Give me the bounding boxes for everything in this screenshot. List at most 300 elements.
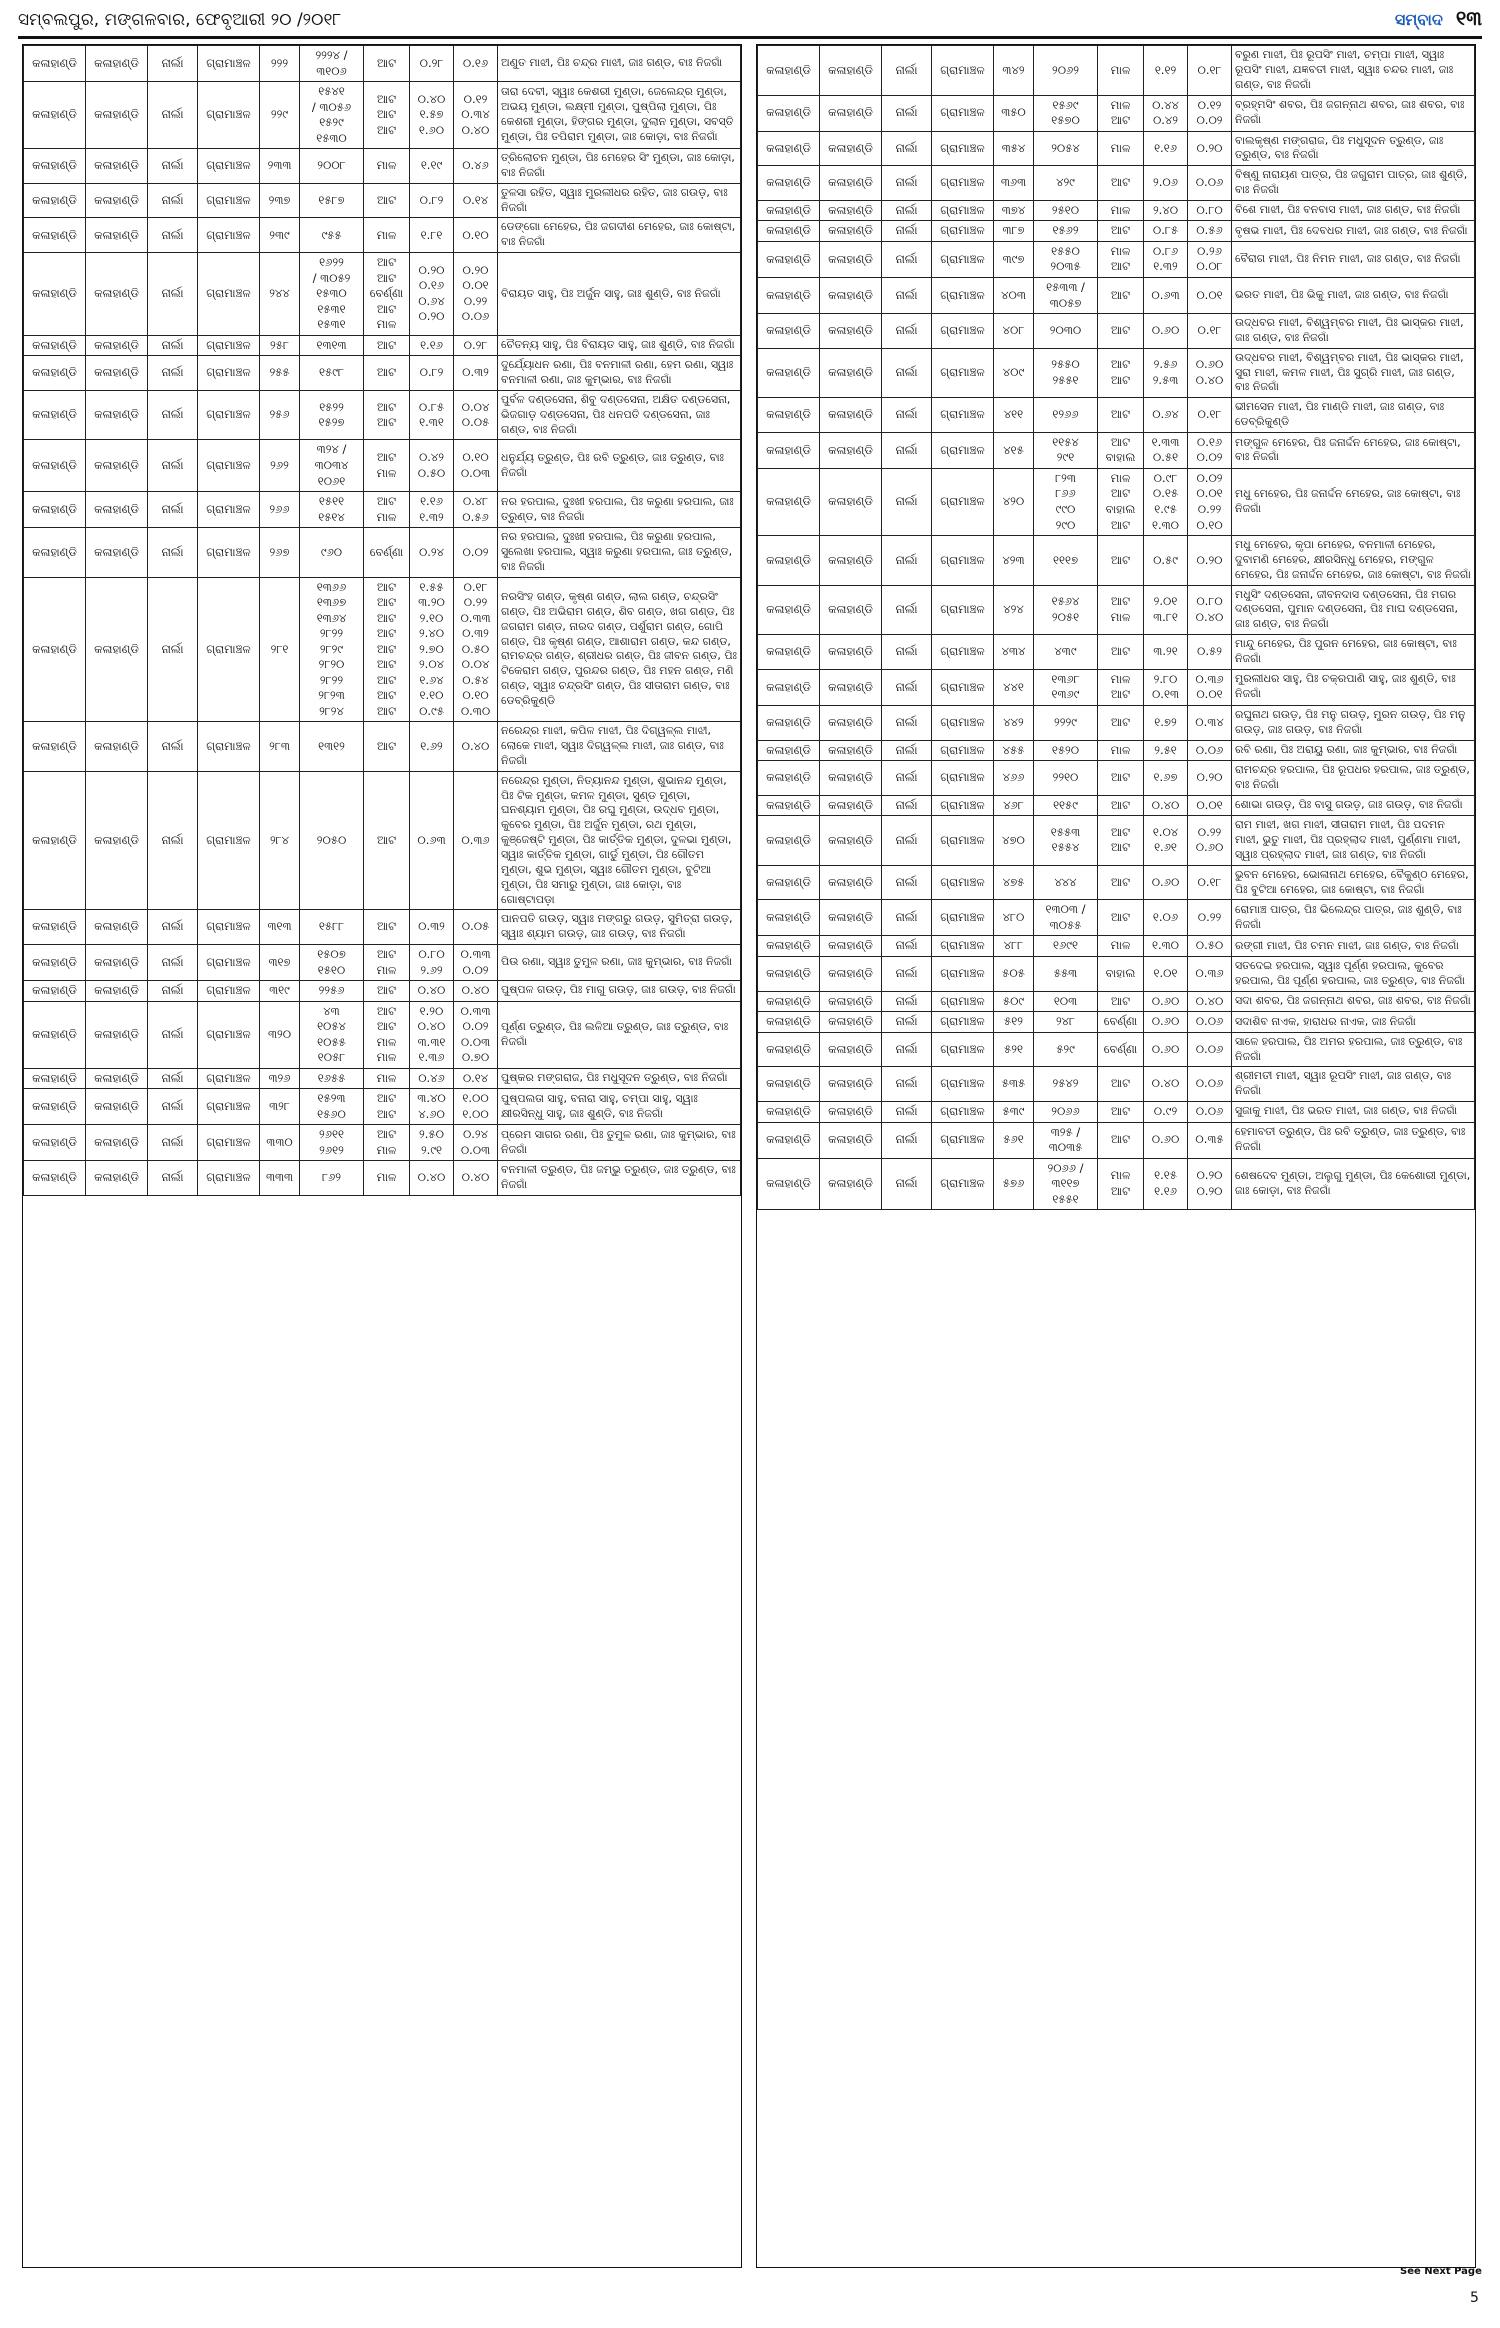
cell-khata: ୩୧୯ <box>260 981 300 1002</box>
cell-kisam: ମାଳ <box>1098 200 1144 221</box>
cell-mouza: ଗ୍ରାମାଞ୍ଚଳ <box>932 95 994 131</box>
cell-block: କଳାହାଣ୍ଡି <box>86 253 148 336</box>
cell-area1: ୧.୧୬ ୧.୩୨ <box>410 492 454 528</box>
table-row <box>758 95 1475 131</box>
cell-owner: ମଧୁସିଂ ଦଣ୍ଡସେନା, ଜୀବନଦାସ ଦଣ୍ଡସେନା, ପିଃ ମଗର ଦଣ୍ଡସେନା, ପୁମାନ ଦଣ୍ଡସେନା, ପିଃ ମାଘ ଦଣ୍ଡସେନା, ଜାଃ ଗଣ୍ଡ, ବାଃ ନିଜଗାଁ <box>1232 585 1475 635</box>
cell-block: କଳାହାଣ୍ଡି <box>820 669 882 705</box>
cell-kisam: ଆଟ <box>364 981 410 1002</box>
cell-district: କଳାହାଣ୍ଡି <box>24 1125 86 1161</box>
cell-tahasil: ନାର୍ଲା <box>882 1067 932 1102</box>
cell-block: କଳାହାଣ୍ଡି <box>86 46 148 82</box>
cell-district: କଳାହାଣ୍ଡି <box>758 936 820 957</box>
cell-khata: ୨୮୧ <box>260 577 300 722</box>
cell-khata: ୨୮୪ <box>260 771 300 910</box>
cell-khata: ୪୬୮ <box>994 795 1034 816</box>
cell-area1: ୦.୬୦ <box>1144 1012 1188 1033</box>
cell-kisam: ଆଟ <box>364 183 410 218</box>
cell-mouza: ଗ୍ରାମାଞ୍ଚଳ <box>932 900 994 936</box>
cell-block: କଳାହାଣ୍ଡି <box>820 536 882 586</box>
cell-owner: ଦୁର୍ଯ୍ୟୋଧନ ରଣା, ପିଃ ବନମାଳୀ ରଣା, ହେମ ରଣା, ସ୍ୱାଃ ବନମାଳୀ ରଣା, ଜାଃ କୁମ୍ଭାର, ବାଃ ନିଜଗାଁ <box>498 356 741 391</box>
cell-owner: ସତଦେଇ ହରପାଲ, ସ୍ୱାଃ ପୂର୍ଣ୍ଣ ହରପାଲ, କୁବେର ହରପାଲ, ପିଃ ପୂର୍ଣ୍ଣ ହରପାଲ, ଜାଃ ତ୍ରୁଣ୍ଡ, ବାଃ ନିଜଗାଁ <box>1232 956 1475 991</box>
cell-khata: ୫୭୬ <box>994 1158 1034 1210</box>
cell-area1: ୧.୫୫ ୩.୨୦ ୨.୧୦ ୨.୪୦ ୨.୭୦ ୨.୦୪ ୧.୬୪ ୧.୧୦ ୦.୯୫ <box>410 577 454 722</box>
cell-area1: ୨.୦୧ ୩.୮୧ <box>1144 585 1188 635</box>
cell-kisam: ଆଟ <box>1098 635 1144 670</box>
cell-block: କଳାହାଣ୍ଡି <box>86 492 148 528</box>
cell-area2: ୦.୦୨ ୦.୦୧ ୦.୨୨ ୦.୧୦ <box>1188 468 1232 535</box>
cell-district: କଳାହାଣ୍ଡି <box>758 398 820 433</box>
cell-khata: ୪୫୫ <box>994 740 1034 761</box>
cell-owner: ନର ହରପାଲ, ଦୁଃଖୀ ହରପାଲ, ପିଃ କରୁଣା ହରପାଲ, ଜାଃ ତ୍ରୁଣ୍ଡ, ବାଃ ନିଜଗାଁ <box>498 492 741 528</box>
cell-mouza: ଗ୍ରାମାଞ୍ଚଳ <box>932 241 994 277</box>
cell-mouza: ଗ୍ରାମାଞ୍ଚଳ <box>932 398 994 433</box>
cell-khata: ୫୦୫ <box>994 956 1034 991</box>
cell-district: କଳାହାଣ୍ଡି <box>24 1001 86 1068</box>
cell-tahasil: ନାର୍ଲା <box>882 936 932 957</box>
cell-district: କଳାହାଣ୍ଡି <box>758 241 820 277</box>
cell-tahasil: ନାର୍ଲା <box>882 705 932 740</box>
cell-tahasil: ନାର୍ଲା <box>882 536 932 586</box>
cell-kisam: ଆଟ <box>364 722 410 772</box>
cell-area1: ୧.୧୯ <box>410 149 454 184</box>
cell-area2: ୦.୨୦ <box>1188 761 1232 796</box>
cell-khata: ୨୫୬ <box>260 390 300 440</box>
cell-kisam: ଆଟ <box>1098 1067 1144 1102</box>
cell-mouza: ଗ୍ରାମାଞ୍ଚଳ <box>198 1068 260 1089</box>
cell-kisam: ମାଳ <box>364 1161 410 1196</box>
cell-area1: ୦.୫୯ <box>1144 536 1188 586</box>
cell-plot: ୧୫୨୩ ୧୫୬୦ <box>300 1089 364 1125</box>
cell-tahasil: ନାର୍ଲା <box>148 218 198 253</box>
table-row <box>758 348 1475 398</box>
cell-area1: ୦.୬୪ <box>1144 398 1188 433</box>
cell-district: କଳାହାଣ୍ଡି <box>24 1089 86 1125</box>
cell-block: କଳାହାଣ୍ଡି <box>86 910 148 945</box>
cell-tahasil: ନାର୍ଲା <box>148 1161 198 1196</box>
cell-area2: ୦.୩୪ <box>1188 705 1232 740</box>
cell-plot: ୧୧୧୭ <box>1034 536 1098 586</box>
cell-kisam: ମାଳ <box>1098 46 1144 96</box>
cell-owner: ଉଦ୍ଧବର ମାଝୀ, ବିଶ୍ୱମ୍ବର ମାଝୀ, ପିଃ ଭାସ୍କର ମାଝୀ, ସୁରା ମାଝୀ, କମଳ ମାଝୀ, ପିଃ ସୁଗ୍ରି ମାଝୀ, ଜାଃ ଗଣ୍ଡ, ବାଃ ନିଜଗାଁ <box>1232 348 1475 398</box>
cell-plot: ୧୫୮୮ <box>300 910 364 945</box>
cell-kisam: ଆଟ <box>364 771 410 910</box>
cell-district: କଳାହାଣ୍ଡି <box>24 1161 86 1196</box>
cell-tahasil: ନାର୍ଲା <box>882 761 932 796</box>
cell-district: କଳାହାଣ୍ଡି <box>758 348 820 398</box>
cell-owner: ଭୀମସେନ ମାଝୀ, ପିଃ ମାଣ୍ଡି ମାଝୀ, ଜାଃ ଗଣ୍ଡ, ବାଃ ଡେବ୍ରିକୁଣ୍ଡି <box>1232 398 1475 433</box>
table-row <box>758 1102 1475 1123</box>
cell-kisam: ଆଟ ଆଟ ଆଟ ଆଟ ଆଟ ଆଟ ଆଟ ଆଟ ଆଟ <box>364 577 410 722</box>
cell-tahasil: ନାର୍ଲା <box>148 1001 198 1068</box>
cell-district: କଳାହାଣ୍ଡି <box>758 432 820 468</box>
cell-block: କଳାହାଣ୍ଡି <box>86 1001 148 1068</box>
cell-tahasil: ନାର୍ଲା <box>882 956 932 991</box>
cell-kisam: ଆଟ ମାଳ <box>364 440 410 492</box>
cell-kisam: ମାଳ <box>1098 131 1144 166</box>
cell-area1: ୦.୪୦ <box>410 981 454 1002</box>
table-row <box>24 1161 741 1196</box>
cell-area1: ୦.୬୦ <box>1144 865 1188 900</box>
cell-district: କଳାହାଣ୍ଡି <box>758 991 820 1012</box>
cell-plot: ୧୫୮୭ <box>300 183 364 218</box>
cell-kisam: ମାଳ <box>364 1068 410 1089</box>
cell-khata: ୩୭୪ <box>994 200 1034 221</box>
cell-mouza: ଗ୍ରାମାଞ୍ଚଳ <box>932 348 994 398</box>
cell-kisam: ମାଳ ଆଟ <box>1098 1158 1144 1210</box>
cell-kisam: ମାଳ ଆଟ <box>1098 241 1144 277</box>
cell-area1: ୦.୬୦ <box>1144 1122 1188 1158</box>
cell-tahasil: ନାର୍ଲା <box>148 722 198 772</box>
cell-owner: ଭରତ ମାଝୀ, ପିଃ ଭିକୁ ମାଝୀ, ଜାଃ ଗଣ୍ଡ, ବାଃ ନିଜଗାଁ <box>1232 278 1475 314</box>
cell-block: କଳାହାଣ୍ଡି <box>820 705 882 740</box>
cell-tahasil: ନାର୍ଲା <box>148 981 198 1002</box>
cell-kisam: ବେର୍ଣ୍ଣା <box>364 528 410 578</box>
cell-kisam: ଆଟ ଆଟ <box>364 1089 410 1125</box>
table-row <box>758 1122 1475 1158</box>
cell-area2: ୦.୪୦ <box>454 981 498 1002</box>
cell-area2: ୦.୩୬ <box>1188 956 1232 991</box>
cell-mouza: ଗ୍ରାମାଞ୍ଚଳ <box>198 492 260 528</box>
cell-area1: ୨.୦୬ <box>1144 166 1188 201</box>
cell-block: କଳାହାଣ୍ଡି <box>86 440 148 492</box>
cell-block: କଳାହାଣ୍ଡି <box>86 722 148 772</box>
cell-district: କଳାହାଣ୍ଡି <box>24 528 86 578</box>
cell-plot: ୧୫୬୯ ୧୫୭୦ <box>1034 95 1098 131</box>
cell-tahasil: ନାର୍ଲା <box>882 314 932 349</box>
cell-tahasil: ନାର୍ଲା <box>148 492 198 528</box>
cell-area2: ୦.୨୬ ୦.୦୮ <box>1188 241 1232 277</box>
cell-district: କଳାହାଣ୍ଡି <box>758 635 820 670</box>
cell-area2: ୦.୧୨ ୦.୩୪ ୦.୪୦ <box>454 82 498 149</box>
cell-owner: ରଘୁନାଥ ଗଉଡ଼, ପିଃ ମନୁ ଗଉଡ଼, ମୁରନ ଗଉଡ଼, ପିଃ ମନୁ ଗଉଡ଼, ଜାଃ ଗଉଡ଼, ବାଃ ନିଜଗାଁ <box>1232 705 1475 740</box>
cell-owner: ବରୁଣ ମାଝୀ, ପିଃ ରୂପସିଂ ମାଝୀ, ଚମ୍ପା ମାଝୀ, ସ୍ୱାଃ ରୂପସିଂ ମାଝୀ, ଯଜ୍ଞବତୀ ମାଝୀ, ସ୍ୱାଃ ଚନ୍ଦର ମାଝୀ, ଜାଃ ଗଣ୍ଡ, ବାଃ ନିଜଗାଁ <box>1232 46 1475 96</box>
cell-kisam: ଆଟ ଆଟ ବେର୍ଣ୍ଣା ଆଟ ମାଳ <box>364 253 410 336</box>
cell-area1: ୦.୪୦ <box>1144 1067 1188 1102</box>
cell-plot: ୧୬୨୨ / ୩୦୫୨ ୧୫୩୦ ୧୫୩୧ ୧୫୩୧ <box>300 253 364 336</box>
cell-tahasil: ନାର୍ଲା <box>148 910 198 945</box>
cell-tahasil: ନାର୍ଲା <box>882 46 932 96</box>
cell-area2: ୦.୦୬ <box>1188 1102 1232 1123</box>
cell-area1: ୦.୬୩ <box>410 771 454 910</box>
cell-area2: ୦.୬୦ ୦.୪୦ <box>1188 348 1232 398</box>
cell-area2: ୦.୧୮ ୦.୨୨ ୦.୩୩ ୦.୩୨ ୦.୫୦ ୦.୦୪ ୦.୫୪ ୦.୧୦ ୦.୩୦ <box>454 577 498 722</box>
cell-mouza: ଗ୍ରାମାଞ୍ଚଳ <box>932 816 994 866</box>
cell-district: କଳାହାଣ୍ଡି <box>758 795 820 816</box>
table-row <box>758 740 1475 761</box>
cell-owner: ହେମାବତୀ ତ୍ରୁଣ୍ଡ, ପିଃ ରବି ତ୍ରୁଣ୍ଡ, ଜାଃ ତ୍ରୁଣ୍ଡ, ବାଃ ନିଜଗାଁ <box>1232 1122 1475 1158</box>
cell-plot: ୧୫୧୧ ୧୫୧୪ <box>300 492 364 528</box>
cell-khata: ୨୨୯ <box>260 82 300 149</box>
cell-owner: ରବି ରଣା, ପିଃ ଅରାୟୁ ରଣା, ଜାଃ କୁମ୍ଭାର, ବାଃ ନିଜଗାଁ <box>1232 740 1475 761</box>
cell-owner: ପାନପତି ଗଉଡ଼, ସ୍ୱାଃ ମଙ୍ଗରୁ ଗଉଡ଼, ସୁମିତ୍ରା ଗଉଡ଼, ସ୍ୱାଃ ଶ୍ୟାମ ଗଉଡ଼, ଜାଃ ଗଉଡ଼, ବାଃ ନିଜଗାଁ <box>498 910 741 945</box>
cell-area1: ୦.୩୨ <box>410 910 454 945</box>
table-row <box>24 356 741 391</box>
cell-plot: ୫୨୯ <box>1034 1032 1098 1067</box>
cell-district: କଳାହାଣ୍ଡି <box>758 314 820 349</box>
header-place-date: ସମ୍ବଲପୁର, ମଙ୍ଗଳବାର, ଫେବୃଆରୀ ୨୦ /୨୦୧୮ <box>18 10 342 30</box>
cell-kisam: ଆଟ <box>1098 900 1144 936</box>
cell-tahasil: ନାର୍ଲା <box>148 183 198 218</box>
table-row <box>24 577 741 722</box>
cell-district: କଳାହାଣ୍ଡି <box>24 183 86 218</box>
cell-owner: ବୈରାଗ ମାଝୀ, ପିଃ ନିମନ ମାଝୀ, ଜାଃ ଗଣ୍ଡ, ବାଃ ନିଜଗାଁ <box>1232 241 1475 277</box>
cell-khata: ୨୮୩ <box>260 722 300 772</box>
cell-mouza: ଗ୍ରାମାଞ୍ଚଳ <box>932 956 994 991</box>
cell-owner: ସାଳେ ହରପାଲ, ପିଃ ଅମର ହରପାଲ, ଜାଃ ତ୍ରୁଣ୍ଡ, ବାଃ ନିଜଗାଁ <box>1232 1032 1475 1067</box>
cell-plot: ୨୦୬୨ <box>1034 46 1098 96</box>
cell-area2: ୦.୩୫ <box>1188 1122 1232 1158</box>
table-row <box>24 945 741 981</box>
table-row <box>24 82 741 149</box>
cell-plot: ୨୬୧୧ ୨୬୧୨ <box>300 1125 364 1161</box>
cell-area1: ୩.୨୧ <box>1144 635 1188 670</box>
cell-block: କଳାହାଣ୍ଡି <box>820 761 882 796</box>
cell-block: କଳାହାଣ୍ଡି <box>86 82 148 149</box>
cell-area2: ୦.୩୩ ୦.୦୨ ୦.୦୩ ୦.୭୦ <box>454 1001 498 1068</box>
cell-owner: ଚୈତନ୍ୟ ସାହୁ, ପିଃ ବିରାୟତ ସାହୁ, ଜାଃ ଶୁଣ୍ଡି, ବାଃ ନିଜଗାଁ <box>498 335 741 356</box>
table-row <box>24 253 741 336</box>
cell-district: କଳାହାଣ୍ଡି <box>758 536 820 586</box>
cell-district: କଳାହାଣ୍ଡି <box>758 1032 820 1067</box>
cell-tahasil: ନାର୍ଲା <box>148 440 198 492</box>
cell-khata: ୩୮୭ <box>994 221 1034 242</box>
cell-mouza: ଗ୍ରାମାଞ୍ଚଳ <box>198 1125 260 1161</box>
cell-tahasil: ନାର୍ଲା <box>882 95 932 131</box>
cell-area2: ୦.୩୬ <box>454 771 498 910</box>
cell-district: କଳାହାଣ୍ଡି <box>24 981 86 1002</box>
cell-area2: ୦.୦୬ <box>1188 166 1232 201</box>
cell-plot: ୧୫୨୨ ୧୫୨୭ <box>300 390 364 440</box>
cell-block: କଳାହାଣ୍ଡି <box>820 991 882 1012</box>
cell-block: କଳାହାଣ୍ଡି <box>820 348 882 398</box>
cell-tahasil: ନାର୍ଲା <box>882 1102 932 1123</box>
table-row <box>24 1089 741 1125</box>
cell-plot: ୪୩ ୧୦୫୪ ୧୦୫୫ ୧୦୫୮ <box>300 1001 364 1068</box>
cell-area2: ୦.୪୦ <box>1188 991 1232 1012</box>
cell-district: କଳାହାଣ୍ଡି <box>758 1122 820 1158</box>
cell-tahasil: ନାର୍ଲା <box>148 82 198 149</box>
cell-owner: ଭୁବନ ମେହେର, ଭୋଳାନାଥ ମେହେର, ବୈକୁଣ୍ଠ ମେହେର, ପିଃ ବୁଟିଆ ମେହେର, ଜାଃ କୋଷ୍ଟା, ବାଃ ନିଜଗାଁ <box>1232 865 1475 900</box>
cell-tahasil: ନାର୍ଲା <box>882 432 932 468</box>
cell-area1: ୦.୬୩ <box>1144 278 1188 314</box>
cell-kisam: ଆଟ <box>1098 536 1144 586</box>
table-row <box>758 398 1475 433</box>
cell-area1: ୦.୮୦ ୨.୬୨ <box>410 945 454 981</box>
cell-block: କଳାହାଣ୍ଡି <box>86 390 148 440</box>
cell-mouza: ଗ୍ରାମାଞ୍ଚଳ <box>198 577 260 722</box>
cell-kisam: ଆଟ <box>1098 865 1144 900</box>
cell-district: କଳାହାଣ୍ଡି <box>24 577 86 722</box>
cell-area1: ୧.୦୬ <box>1144 900 1188 936</box>
table-row <box>758 314 1475 349</box>
table-row <box>758 761 1475 796</box>
cell-khata: ୩୫୦ <box>994 95 1034 131</box>
cell-mouza: ଗ୍ରାମାଞ୍ଚଳ <box>198 356 260 391</box>
table-row <box>758 166 1475 201</box>
cell-kisam: ଆଟ ଆଟ <box>1098 348 1144 398</box>
cell-block: କଳାହାଣ୍ଡି <box>820 740 882 761</box>
cell-mouza: ଗ୍ରାମାଞ୍ଚଳ <box>198 910 260 945</box>
cell-owner: ରାମଚନ୍ଦ୍ର ହରପାଲ, ପିଃ ରୂପଧର ହରପାଲ, ଜାଃ ତ୍ରୁଣ୍ଡ, ବାଃ ନିଜଗାଁ <box>1232 761 1475 796</box>
table-row <box>758 200 1475 221</box>
cell-owner: ସଦା ଶବର, ପିଃ ଜଗନ୍ନାଥ ଶବର, ଜାଃ ଶବର, ବାଃ ନିଜଗାଁ <box>1232 991 1475 1012</box>
cell-khata: ୩୯୭ <box>994 241 1034 277</box>
cell-area1: ୦.୯୮ ୦.୧୫ ୧.୯୫ ୧.୩୦ <box>1144 468 1188 535</box>
table-row <box>758 865 1475 900</box>
cell-mouza: ଗ୍ରାମାଞ୍ଚଳ <box>198 253 260 336</box>
table-row <box>758 795 1475 816</box>
cell-area1: ୦.୪୪ ୦.୪୨ <box>1144 95 1188 131</box>
cell-kisam: ବେର୍ଣ୍ଣା <box>1098 1032 1144 1067</box>
cell-block: କଳାହାଣ୍ଡି <box>820 1012 882 1033</box>
cell-mouza: ଗ୍ରାମାଞ୍ଚଳ <box>198 335 260 356</box>
cell-block: କଳାହାଣ୍ଡି <box>820 956 882 991</box>
cell-block: କଳାହାଣ୍ଡି <box>820 795 882 816</box>
cell-block: କଳାହାଣ୍ଡି <box>820 1122 882 1158</box>
cell-tahasil: ନାର୍ଲା <box>882 200 932 221</box>
cell-khata: ୩୩୦ <box>260 1125 300 1161</box>
cell-district: କଳାହାଣ୍ଡି <box>758 1102 820 1123</box>
table-row <box>758 468 1475 535</box>
cell-block: କଳାହାଣ୍ଡି <box>86 1068 148 1089</box>
cell-tahasil: ନାର୍ଲା <box>148 945 198 981</box>
cell-mouza: ଗ୍ରାମାଞ୍ଚଳ <box>932 865 994 900</box>
cell-plot: ୧୩୧୩ <box>300 335 364 356</box>
cell-area2: ୦.୦୪ ୦.୦୫ <box>454 390 498 440</box>
cell-plot: ୧୨୬୬ <box>1034 398 1098 433</box>
cell-block: କଳାହାଣ୍ଡି <box>820 468 882 535</box>
cell-block: କଳାହାଣ୍ଡି <box>820 585 882 635</box>
cell-khata: ୫୩୯ <box>994 1102 1034 1123</box>
table-row <box>24 218 741 253</box>
cell-tahasil: ନାର୍ଲା <box>882 131 932 166</box>
cell-mouza: ଗ୍ରାମାଞ୍ଚଳ <box>932 166 994 201</box>
cell-kisam: ଆଟ <box>1098 278 1144 314</box>
cell-area1: ୧.୮୧ <box>410 218 454 253</box>
cell-area1: ୦.୨୮ <box>410 46 454 82</box>
cell-tahasil: ନାର୍ଲା <box>882 221 932 242</box>
cell-tahasil: ନାର୍ଲା <box>148 1089 198 1125</box>
cell-area1: ୨.୫୧ <box>1144 740 1188 761</box>
cell-owner: ବିରାୟତ ସାହୁ, ପିଃ ଅର୍ଜୁନ ସାହୁ, ଜାଃ ଶୁଣ୍ଡି, ବାଃ ନିଜଗାଁ <box>498 253 741 336</box>
cell-kisam: ଆଟ <box>1098 991 1144 1012</box>
cell-plot: ୮୬୨ <box>300 1161 364 1196</box>
cell-block: କଳାହାଣ୍ଡି <box>86 183 148 218</box>
cell-mouza: ଗ୍ରାମାଞ୍ଚଳ <box>198 981 260 1002</box>
cell-kisam: ମାଳ <box>364 218 410 253</box>
cell-mouza: ଗ୍ରାମାଞ୍ଚଳ <box>198 390 260 440</box>
cell-area2: ୦.୧୬ ୦.୦୨ <box>1188 432 1232 468</box>
cell-owner: ପୂର୍ଣ୍ଣ ତ୍ରୁଣ୍ଡ, ପିଃ ଲଳିଆ ତ୍ରୁଣ୍ଡ, ଜାଃ ତ୍ରୁଣ୍ଡ, ବାଃ ନିଜଗାଁ <box>498 1001 741 1068</box>
table-row <box>758 900 1475 936</box>
cell-owner: ଶ୍ରୀମତୀ ମାଝୀ, ସ୍ୱାଃ ରୂପସିଂ ମାଝୀ, ଜାଃ ଗଣ୍ଡ, ବାଃ ନିଜଗାଁ <box>1232 1067 1475 1102</box>
cell-district: କଳାହାଣ୍ଡି <box>758 761 820 796</box>
cell-plot: ୧୫୦୭ ୧୫୧୦ <box>300 945 364 981</box>
cell-tahasil: ନାର୍ଲା <box>148 149 198 184</box>
cell-kisam: ଆଟ <box>1098 705 1144 740</box>
cell-block: କଳାହାଣ୍ଡି <box>820 95 882 131</box>
cell-kisam: ମାଳ ଆଟ ବାହାଲ ଆଟ <box>1098 468 1144 535</box>
table-row <box>24 149 741 184</box>
table-row <box>24 910 741 945</box>
cell-district: କଳାହାଣ୍ଡି <box>758 1067 820 1102</box>
cell-area2: ୦.୪୦ <box>454 1161 498 1196</box>
cell-mouza: ଗ୍ରାମାଞ୍ଚଳ <box>932 131 994 166</box>
cell-mouza: ଗ୍ରାମାଞ୍ଚଳ <box>198 528 260 578</box>
cell-area2: ୦.୧୬ <box>454 46 498 82</box>
cell-mouza: ଗ୍ରାମାଞ୍ଚଳ <box>198 218 260 253</box>
cell-mouza: ଗ୍ରାମାଞ୍ଚଳ <box>198 945 260 981</box>
table-row <box>758 956 1475 991</box>
cell-owner: ପିଉ ରଣା, ସ୍ୱାଃ ତୁମୁଳ ରଣା, ଜାଃ କୁମ୍ଭାର, ବାଃ ନିଜଗାଁ <box>498 945 741 981</box>
cell-block: କଳାହାଣ୍ଡି <box>820 1102 882 1123</box>
table-row <box>758 432 1475 468</box>
cell-khata: ୫୩୫ <box>994 1067 1034 1102</box>
cell-area1: ୧.୬୨ <box>410 722 454 772</box>
cell-plot: ୧୫୪୧ / ୩୦୫୬ ୧୫୨୯ ୧୫୩୦ <box>300 82 364 149</box>
right-column <box>756 44 1476 2268</box>
cell-tahasil: ନାର୍ଲା <box>882 468 932 535</box>
cell-district: କଳାହାଣ୍ଡି <box>758 278 820 314</box>
cell-owner: ବ୍ରହ୍ମସିଂ ଶବର, ପିଃ ଜଗନ୍ନାଥ ଶବର, ଜାଃ ଶବର, ବାଃ ନିଜଗାଁ <box>1232 95 1475 131</box>
cell-area2: ୦.୮୦ ୦.୪୦ <box>1188 585 1232 635</box>
right-table-body <box>758 46 1475 1210</box>
cell-mouza: ଗ୍ରାମାଞ୍ଚଳ <box>198 1001 260 1068</box>
cell-kisam: ମାଳ <box>1098 936 1144 957</box>
cell-district: କଳାହାଣ୍ଡି <box>758 468 820 535</box>
cell-block: କଳାହାଣ୍ଡି <box>86 1161 148 1196</box>
cell-khata: ୩୩୩ <box>260 1161 300 1196</box>
cell-khata: ୪୮୮ <box>994 936 1034 957</box>
cell-plot: ୪୪୪ <box>1034 865 1098 900</box>
cell-khata: ୩୨୮ <box>260 1089 300 1125</box>
cell-kisam: ଆଟ <box>1098 166 1144 201</box>
cell-plot: ୨୨୧୦ <box>1034 761 1098 796</box>
cell-block: କଳାହାଣ୍ଡି <box>86 149 148 184</box>
cell-khata: ୪୪୧ <box>994 669 1034 705</box>
table-row <box>24 1001 741 1068</box>
cell-area1: ୨.୫୦ ୨.୯୧ <box>410 1125 454 1161</box>
cell-khata: ୨୬୬ <box>260 492 300 528</box>
cell-plot: ୧୫୫୦ ୨୦୩୫ <box>1034 241 1098 277</box>
table-row <box>758 635 1475 670</box>
table-row <box>758 991 1475 1012</box>
cell-district: କଳାହାଣ୍ଡି <box>24 218 86 253</box>
cell-plot: ୧୩୦୩ / ୩୦୫୫ <box>1034 900 1098 936</box>
cell-area2: ୦.୧୮ <box>1188 314 1232 349</box>
cell-plot: ୨୪୮ <box>1034 1012 1098 1033</box>
cell-kisam: ମାଳ <box>364 149 410 184</box>
cell-kisam: ଆଟ ମାଳ <box>364 1125 410 1161</box>
cell-mouza: ଗ୍ରାମାଞ୍ଚଳ <box>932 1067 994 1102</box>
cell-mouza: ଗ୍ରାମାଞ୍ଚଳ <box>932 314 994 349</box>
cell-district: କଳାହାଣ୍ଡି <box>24 910 86 945</box>
cell-area2: ୦.୧୪ <box>454 1068 498 1089</box>
cell-tahasil: ନାର୍ଲା <box>882 278 932 314</box>
cell-owner: ବୃଷଭ ମାଝୀ, ପିଃ ଦେବଧର ମାଝୀ, ଜାଃ ଗଣ୍ଡ, ବାଃ ନିଜଗାଁ <box>1232 221 1475 242</box>
table-row <box>24 440 741 492</box>
cell-kisam: ମାଳ <box>1098 740 1144 761</box>
cell-mouza: ଗ୍ରାମାଞ୍ଚଳ <box>932 1158 994 1210</box>
cell-area1: ୦.୮୨ <box>410 183 454 218</box>
cell-kisam: ଆଟ <box>1098 1102 1144 1123</box>
cell-khata: ୨୨୨ <box>260 46 300 82</box>
cell-kisam: ଆଟ <box>364 910 410 945</box>
cell-khata: ୩୫୪ <box>994 131 1034 166</box>
cell-owner: ବାଲକୃଷ୍ଣ ମଙ୍ଗରାଜ, ପିଃ ମଧୁସୂଦନ ତ୍ରୁଣ୍ଡ, ଜାଃ ତ୍ରୁଣ୍ଡ, ବାଃ ନିଜଗାଁ <box>1232 131 1475 166</box>
cell-area2: ୦.୧୮ <box>1188 46 1232 96</box>
cell-owner: ତୁଳସା ରହିତ, ସ୍ୱାଃ ମୁରଲୀଧର ରହିତ, ଜାଃ ଗଉଡ଼, ବାଃ ନିଜଗାଁ <box>498 183 741 218</box>
